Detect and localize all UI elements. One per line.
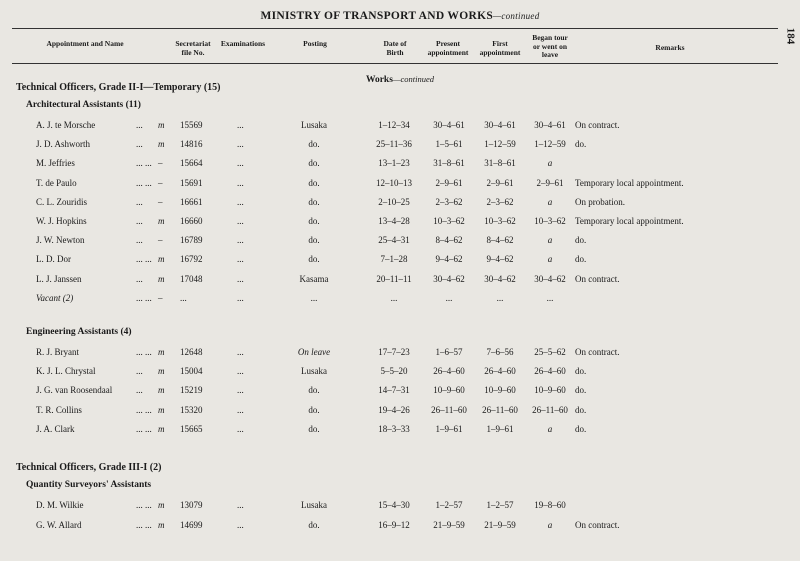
table-row [0,139,800,153]
cell-posting: Lusaka [301,500,327,510]
cell-dots: ... [136,139,143,150]
cell-dob: ... [390,292,398,303]
cell-remarks: do. [575,235,587,246]
cell-name: W. J. Hopkins [36,216,87,226]
cell-dob: 17–7–23 [378,347,410,357]
page-number: 184 [783,27,796,45]
cell-m: – [158,196,163,207]
cell-remarks: do. [575,366,587,377]
cell-file: 15665 [180,423,203,434]
cell-dots: ... [136,273,143,284]
cell-remarks: On probation. [575,196,625,207]
table-row [0,405,800,419]
cell-exam: ... [237,404,244,415]
cell-remarks: do. [575,254,587,265]
cell-present: ... [445,292,453,303]
section-title: Technical Officers, Grade II-I—Temporary (15) [16,82,221,93]
cell-present: 10–9–60 [433,385,465,396]
col-header-remarks: Remarks [655,43,685,52]
cell-remarks: do. [575,404,587,415]
cell-dots: ... ... [136,500,152,510]
cell-dots: ... [136,235,143,246]
cell-tour: 30–4–61 [534,120,566,130]
cell-m: m [158,404,165,415]
cell-dob: 20–11–11 [376,273,412,284]
cell-exam: ... [237,385,244,396]
table-row [0,120,800,134]
cell-first: 26–4–60 [484,366,516,377]
cell-file: 15004 [180,366,203,377]
cell-exam: ... [237,423,244,434]
cell-dob: 5–5–20 [380,366,408,377]
cell-file: ... [180,292,187,303]
cell-tour: a [547,235,553,246]
title-text: MINISTRY OF TRANSPORT AND WORKS [260,10,494,22]
cell-present: 26–4–60 [433,366,465,377]
cell-m: m [158,254,165,265]
cell-first: 10–3–62 [484,216,516,226]
cell-dots: ... [136,216,143,226]
cell-first: 26–11–60 [482,404,518,415]
cell-tour: 10–3–62 [534,216,566,226]
cell-exam: ... [237,347,244,357]
cell-present: 21–9–59 [433,519,465,530]
cell-name: D. M. Wilkie [36,500,84,510]
cell-exam: ... [237,177,244,188]
cell-first: 2–9–61 [486,177,514,188]
cell-present: 30–4–61 [433,120,465,130]
cell-posting: do. [308,404,320,415]
cell-first: 30–4–61 [484,120,516,130]
cell-m: m [158,366,165,377]
cell-remarks: do. [575,423,587,434]
cell-tour: a [547,254,553,265]
cell-dots: ... [136,385,143,396]
title-continued: —continued [493,11,540,21]
cell-tour: 30–4–62 [534,273,566,284]
cell-m: – [158,177,163,188]
cell-exam: ... [237,120,244,130]
cell-tour: 26–4–60 [534,366,566,377]
cell-first: 9–4–62 [486,254,514,265]
cell-tour: a [547,519,553,530]
cell-present: 1–2–57 [435,500,463,510]
cell-tour: a [547,158,553,169]
cell-exam: ... [237,216,244,226]
cell-tour: 25–5–62 [534,347,566,357]
cell-posting: do. [308,385,320,396]
cell-dob: 15–4–30 [378,500,410,510]
cell-tour: a [547,196,553,207]
cell-file: 14816 [180,139,203,150]
cell-name: L. J. Janssen [36,273,82,284]
cell-name: K. J. L. Chrystal [36,366,96,377]
cell-posting: do. [308,254,320,265]
col-header-appointment: Appointment and Name [46,39,124,48]
cell-remarks: Temporary local appointment. [575,216,684,226]
cell-tour: 1–12–59 [534,139,566,150]
cell-remarks: do. [575,385,587,396]
cell-present: 1–5–61 [435,139,463,150]
cell-first: 31–8–61 [484,158,516,169]
cell-present: 1–6–57 [435,347,463,357]
table-row [0,197,800,211]
cell-m: m [158,385,165,396]
cell-posting: do. [308,139,320,150]
cell-first: 1–12–59 [484,139,516,150]
cell-first: 8–4–62 [486,235,514,246]
cell-name: C. L. Zouridis [36,196,87,207]
cell-posting: ... [310,292,318,303]
cell-tour: 10–9–60 [534,385,566,396]
cell-file: 16789 [180,235,203,246]
cell-dob: 14–7–31 [378,385,410,396]
cell-name: J. A. Clark [36,423,75,434]
cell-first: 21–9–59 [484,519,516,530]
cell-dots: ... ... [136,177,152,188]
cell-m: m [158,500,165,510]
cell-remarks: On contract. [575,519,620,530]
cell-dob: 12–10–13 [376,177,412,188]
cell-m: – [158,292,163,303]
cell-posting: On leave [297,347,331,357]
cell-dob: 19–4–26 [378,404,410,415]
cell-exam: ... [237,366,244,377]
cell-file: 15569 [180,120,203,130]
group-title: Engineering Assistants (4) [26,327,132,337]
cell-file: 15320 [180,404,203,415]
cell-tour: ... [546,292,554,303]
cell-exam: ... [237,500,244,510]
col-header-tour: Began tour or went on leave [532,33,568,59]
cell-file: 12648 [180,347,203,357]
table-row [0,520,800,534]
cell-first: 1–2–57 [486,500,514,510]
cell-name: A. J. te Morsche [36,120,96,130]
cell-present: 26–11–60 [431,404,467,415]
table-row [0,178,800,192]
cell-dob: 13–1–23 [378,158,410,169]
table-row [0,347,800,361]
cell-posting: do. [308,196,320,207]
col-header-file: Secretariat file No. [175,39,211,57]
cell-exam: ... [237,519,244,530]
cell-dots: ... [136,366,143,377]
col-header-dob: Date of Birth [383,39,407,57]
cell-dots: ... ... [136,158,152,169]
cell-exam: ... [237,139,244,150]
cell-m: m [158,423,165,434]
cell-name: L. D. Dor [36,254,71,265]
cell-name: J. W. Newton [36,235,85,246]
cell-name: Vacant (2) [36,292,74,303]
cell-posting: do. [308,216,320,226]
cell-tour: 19–8–60 [534,500,566,510]
cell-name: J. G. van Roosendaal [36,385,113,396]
cell-present: 9–4–62 [435,254,463,265]
cell-remarks: do. [575,139,587,150]
cell-name: M. Jeffries [36,158,75,169]
cell-file: 16660 [180,216,203,226]
cell-first: 30–4–62 [484,273,516,284]
cell-remarks: On contract. [575,273,620,284]
table-row [0,274,800,288]
cell-file: 15691 [180,177,203,188]
cell-dob: 1–12–34 [378,120,410,130]
cell-file: 15219 [180,385,203,396]
cell-name: G. W. Allard [36,519,82,530]
cell-exam: ... [237,273,244,284]
cell-posting: do. [308,519,320,530]
cell-remarks: Temporary local appointment. [575,177,684,188]
cell-first: 7–6–56 [486,347,514,357]
cell-first: ... [496,292,504,303]
cell-dob: 2–10–25 [378,196,410,207]
table-row [0,500,800,514]
cell-posting: do. [308,158,320,169]
cell-file: 15664 [180,158,203,169]
col-header-exams: Examinations [220,39,266,48]
cell-present: 31–8–61 [433,158,465,169]
table-row [0,293,800,307]
cell-exam: ... [237,254,244,265]
page-title [0,10,800,22]
cell-dots: ... [136,120,143,130]
works-continued: —continued [392,74,434,84]
table-row [0,235,800,249]
works-label: Works [365,75,393,85]
cell-dots: ... ... [136,254,152,265]
table-row [0,254,800,268]
cell-present: 1–9–61 [435,423,463,434]
header-top-rule [12,28,778,29]
cell-file: 14699 [180,519,203,530]
cell-file: 16792 [180,254,203,265]
cell-m: m [158,216,165,226]
cell-dots: ... ... [136,519,152,530]
group-title: Quantity Surveyors' Assistants [26,480,152,490]
group-title: Architectural Assistants (11) [26,100,141,110]
section-title: Technical Officers, Grade III-I (2) [16,462,162,473]
cell-dob: 7–1–28 [380,254,408,265]
cell-posting: Lusaka [301,366,327,377]
cell-tour: a [547,423,553,434]
table-row [0,216,800,230]
cell-tour: 26–11–60 [532,404,568,415]
cell-dots: ... ... [136,423,152,434]
cell-m: m [158,347,165,357]
cell-posting: Kasama [299,273,329,284]
cell-m: – [158,235,163,246]
cell-dob: 13–4–28 [378,216,410,226]
cell-dots: ... ... [136,292,152,303]
cell-remarks: On contract. [575,347,620,357]
cell-dots: ... [136,196,143,207]
cell-first: 1–9–61 [486,423,514,434]
cell-m: m [158,519,165,530]
cell-file: 17048 [180,273,203,284]
cell-exam: ... [237,235,244,246]
cell-exam: ... [237,292,244,303]
table-row [0,158,800,172]
cell-remarks: On contract. [575,120,620,130]
cell-file: 16661 [180,196,203,207]
cell-posting: do. [308,235,320,246]
cell-name: T. R. Collins [36,404,82,415]
cell-dob: 25–4–31 [378,235,410,246]
cell-present: 8–4–62 [435,235,463,246]
cell-name: R. J. Bryant [36,347,80,357]
cell-dots: ... ... [136,404,152,415]
col-header-present: Present appointment [427,39,469,57]
cell-present: 30–4–62 [433,273,465,284]
cell-present: 2–9–61 [435,177,463,188]
cell-tour: 2–9–61 [536,177,564,188]
cell-name: J. D. Ashworth [36,139,91,150]
col-header-first: First appointment [479,39,521,57]
cell-exam: ... [237,196,244,207]
cell-present: 2–3–62 [435,196,463,207]
cell-m: m [158,273,165,284]
cell-first: 10–9–60 [484,385,516,396]
cell-file: 13079 [180,500,203,510]
cell-first: 2–3–62 [486,196,514,207]
cell-name: T. de Paulo [36,177,77,188]
cell-dob: 25–11–36 [376,139,412,150]
cell-dots: ... ... [136,347,152,357]
cell-present: 10–3–62 [433,216,465,226]
table-row [0,385,800,399]
cell-m: m [158,120,165,130]
col-header-posting: Posting [303,39,327,48]
cell-exam: ... [237,158,244,169]
table-row [0,366,800,380]
cell-dob: 16–9–12 [378,519,410,530]
cell-posting: do. [308,423,320,434]
cell-posting: do. [308,177,320,188]
cell-m: – [158,158,163,169]
cell-dob: 18–3–33 [378,423,410,434]
table-row [0,424,800,438]
cell-posting: Lusaka [301,120,327,130]
header-bottom-rule [12,63,778,64]
cell-m: m [158,139,165,150]
